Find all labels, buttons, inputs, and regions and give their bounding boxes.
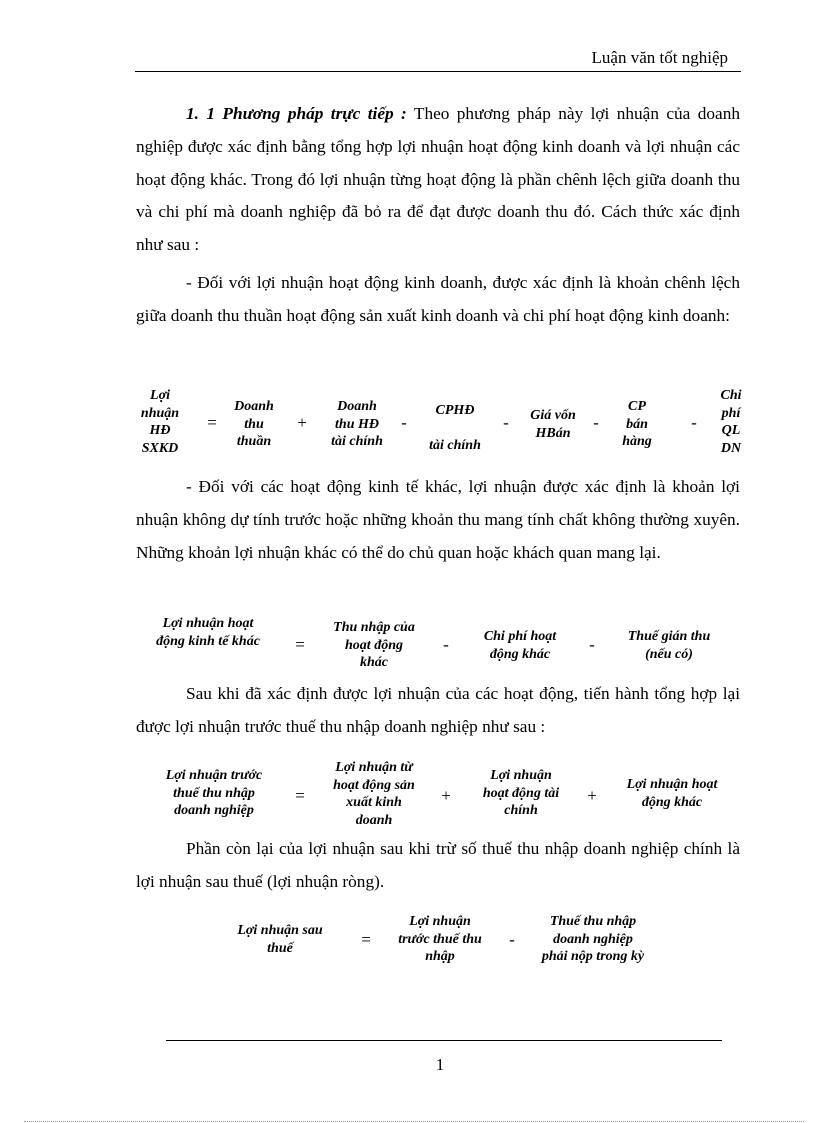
formula1-minus-1: -: [401, 413, 407, 432]
after-tax-paragraph: Phần còn lại của lợi nhuận sau khi trừ số thuế thu nhập doanh nghiệp chính là lợi nhuận sau thuế (lợi nhuận ròng).: [136, 839, 740, 891]
formula4-minus: -: [509, 930, 515, 949]
formula3-term-other: Lợi nhuận hoạt động khác: [626, 777, 718, 810]
formula4-equals: =: [361, 930, 371, 949]
formula1-term-selling-cost: CP bán hàng: [622, 399, 652, 449]
formula1-minus-3: -: [593, 413, 599, 432]
formula3-plus-1: +: [441, 786, 451, 805]
formula1-term-financial-cost: CPHĐ tài chính: [429, 403, 481, 453]
formula2-term-income: Thu nhập của hoạt động khác: [333, 620, 415, 670]
formula1-minus-4: -: [691, 413, 697, 432]
formula1-equals: =: [207, 413, 217, 432]
formula1-minus-2: -: [503, 413, 509, 432]
pre-tax-paragraph: Sau khi đã xác định được lợi nhuận của các hoạt động, tiến hành tổng hợp lại được lợi nhuận trước thuế thu nhập doanh nghiệp như sau :: [136, 684, 740, 736]
formula2-minus-2: -: [589, 635, 595, 654]
formula1-plus: +: [297, 413, 307, 432]
formula2-equals: =: [295, 635, 305, 654]
formula2-term-indirect-tax: Thuế gián thu (nếu có): [627, 629, 711, 662]
other-profit-paragraph: - Đối với các hoạt động kinh tế khác, lợi nhuận được xác định là khoản lợi nhuận không dự tính trước hoặc những khoản thu mang tính chất không thường xuyên. Những khoản lợi nhuận khác có thể do chủ quan hoặc khách quan mang lại.: [136, 477, 740, 562]
formula1-term-cogs: Giá vốn HBán: [530, 408, 576, 441]
formula4-term-pre-tax: Lợi nhuận trước thuế thu nhập: [398, 914, 482, 964]
formula4-lhs: Lợi nhuận sau thuế: [237, 923, 323, 956]
formula3-term-financial: Lợi nhuận hoạt động tài chính: [482, 768, 560, 818]
formula4-term-income-tax: Thuế thu nhập doanh nghiệp phải nộp trong kỳ: [541, 914, 645, 964]
formula3-lhs: Lợi nhuận trước thuế thu nhập doanh nghiệp: [165, 768, 263, 818]
intro-paragraph: [136, 98, 740, 262]
formula3-plus-2: +: [587, 786, 597, 805]
running-header: Luận văn tốt nghiệp: [591, 48, 728, 67]
page-number: 1: [435, 1055, 445, 1074]
formula3-term-business: Lợi nhuận từ hoạt động sản xuất kinh doanh: [333, 760, 415, 828]
formula1-lhs: Lợi nhuận HĐ SXKD: [140, 388, 180, 456]
footer-rule: [166, 1040, 722, 1041]
formula3-equals: =: [295, 786, 305, 805]
formula1-term-net-revenue: Doanh thu thuần: [234, 399, 274, 449]
business-profit-paragraph: - Đối với lợi nhuận hoạt động kinh doanh, được xác định là khoản chênh lệch giữa doanh thu thuần hoạt động sản xuất kinh doanh và chi phí hoạt động kinh doanh:: [136, 273, 740, 325]
formula2-minus-1: -: [443, 635, 449, 654]
header-rule: [135, 71, 741, 72]
formula1-term-admin-cost: Chi phí QL DN: [720, 388, 742, 456]
page-break-line: [24, 1121, 804, 1122]
formula1-term-financial-revenue: Doanh thu HĐ tài chính: [331, 399, 383, 449]
formula2-lhs: Lợi nhuận hoạt động kinh tế khác: [156, 616, 260, 649]
section-heading: 1. 1 Phương pháp trực tiếp :: [186, 104, 407, 123]
intro-text: Theo phương pháp này lợi nhuận của doanh nghiệp được xác định bằng tổng hợp lợi nhuận hoạt động kinh doanh và lợi nhuận các hoạt động khác. Trong đó lợi nhuận từng hoạt động là phần chênh lệch giữa doanh thu và chi phí mà doanh nghiệp đã bỏ ra để đạt được doanh thu đó. Cách thức xác định như sau :: [136, 104, 740, 255]
formula2-term-cost: Chi phí hoạt động khác: [483, 629, 557, 662]
